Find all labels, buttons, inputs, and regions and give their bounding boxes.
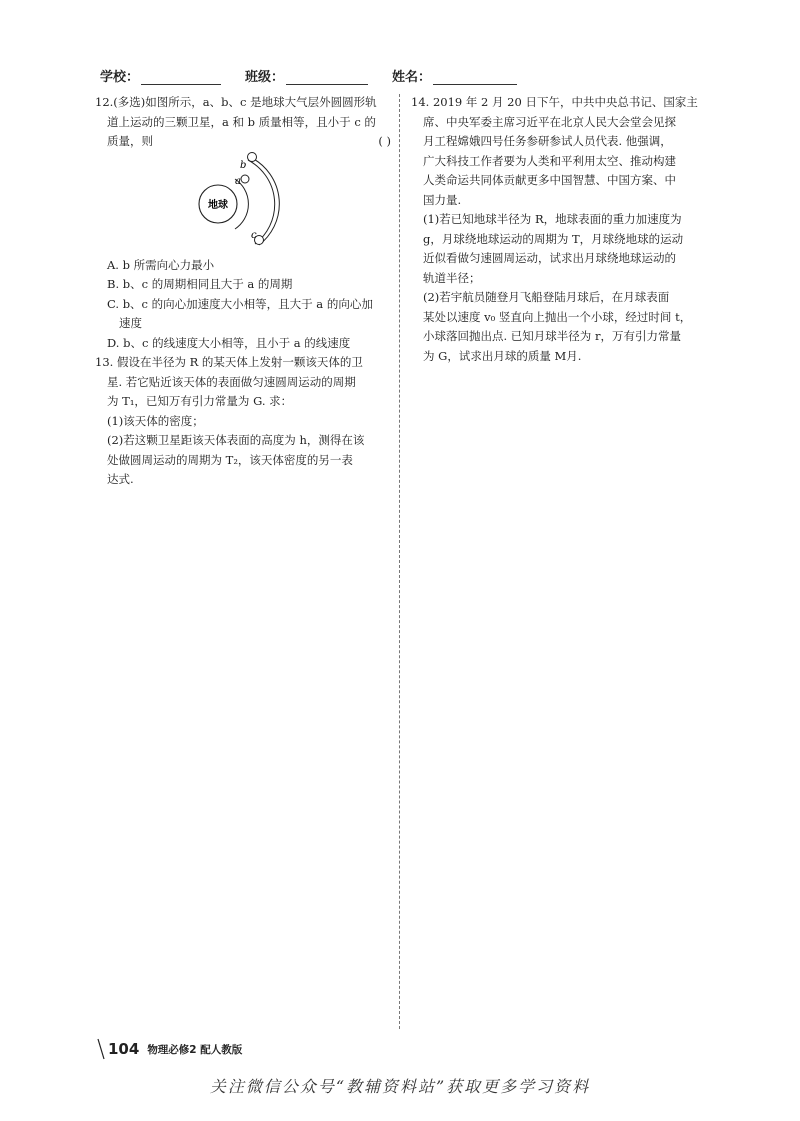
q13-line3: 为 T₁，已知万有引力常量为 G. 求：	[107, 394, 293, 408]
q12-option-c: C. b、c 的向心加速度大小相等，且大于 a 的向心加	[107, 296, 373, 311]
question-14	[411, 93, 711, 366]
school-field	[100, 66, 221, 85]
q13-sub2-3: 达式.	[107, 472, 134, 486]
q12-line1: 12.(多选)如图所示，a、b、c 是地球大气层外圆圆形轨	[95, 95, 377, 109]
q14-sub1-1: (1)若已知地球半径为 R，地球表面的重力加速度为	[423, 212, 682, 226]
book-title: 物理必修2 配人教版	[147, 1043, 243, 1056]
footer-slash-mark	[96, 1038, 106, 1060]
school-label: 学校：	[100, 70, 140, 85]
q12-line3-text: 质量，则	[107, 134, 153, 148]
name-label: 姓名：	[392, 70, 432, 85]
school-blank	[141, 70, 221, 85]
q14-sub2-3: 小球落回抛出点. 已知月球半径为 r，万有引力常量	[423, 329, 681, 343]
class-field	[245, 66, 368, 85]
q14-sub1-2: g，月球绕地球运动的周期为 T，月球绕地球的运动	[423, 231, 684, 246]
q14-sub2-4: 为 G，试求出月球的质量 M月.	[423, 348, 582, 363]
q12-option-d: D. b、c 的线速度大小相等，且小于 a 的线速度	[107, 335, 351, 350]
q13-line1: 13. 假设在半径为 R 的某天体上发射一颗该天体的卫	[95, 355, 363, 369]
label-b: b	[240, 159, 247, 171]
q14-line3: 月工程嫦娥四号任务参研参试人员代表. 他强调，	[423, 134, 672, 148]
question-12	[95, 93, 391, 353]
q14-line2: 席、中央军委主席习近平在北京人民大会堂会见探	[423, 114, 676, 129]
name-field	[392, 66, 517, 85]
q14-sub1-4: 轨道半径；	[423, 270, 481, 285]
orbit-figure	[95, 152, 391, 256]
q14-sub1-3: 近似看做匀速圆周运动，试求出月球绕地球运动的	[423, 251, 676, 265]
answer-bracket: ( )	[378, 134, 391, 148]
q14-sub2-2: 某处以速度 v₀ 竖直向上抛出一个小球，经过时间 t，	[423, 309, 692, 324]
class-blank	[286, 70, 368, 85]
label-a: a	[235, 175, 241, 187]
question-13	[95, 353, 391, 490]
label-c: c	[251, 229, 257, 241]
name-blank	[433, 70, 517, 85]
q12-option-c-cont: 速度	[119, 316, 142, 330]
column-divider	[399, 94, 400, 1029]
earth-label: 地球	[208, 199, 228, 211]
right-column	[411, 93, 711, 366]
page-number: 104	[108, 1040, 140, 1058]
q14-line5: 人类命运共同体贡献更多中国智慧、中国方案、中	[423, 173, 676, 187]
q12-option-a: A. b 所需向心力最小	[107, 257, 215, 272]
q13-sub2-1: (2)若这颗卫星距该天体表面的高度为 h，测得在该	[107, 433, 365, 447]
satellite-a	[241, 175, 249, 183]
q12-line3	[95, 132, 391, 152]
q14-line1: 14. 2019 年 2 月 20 日下午，中共中央总书记、国家主	[411, 95, 698, 109]
satellite-b	[248, 152, 257, 161]
footer-slogan: 关注微信公众号“教辅资料站”获取更多学习资料	[209, 1077, 591, 1096]
q12-option-b: B. b、c 的周期相同且大于 a 的周期	[107, 277, 293, 291]
q14-line6: 国力量.	[423, 192, 462, 207]
page-footer	[96, 1038, 242, 1060]
q14-line4: 广大科技工作者要为人类和平利用太空、推动构建	[423, 153, 676, 168]
q13-sub2-2: 处做圆周运动的周期为 T₂，该天体密度的另一表	[107, 452, 353, 467]
class-label: 班级：	[245, 70, 285, 85]
left-column	[95, 93, 391, 490]
q12-line2: 道上运动的三颗卫星，a 和 b 质量相等，且小于 c 的	[107, 114, 376, 129]
q14-sub2-1: (2)若宇航员随登月飞船登陆月球后，在月球表面	[423, 290, 670, 304]
orbit-diagram	[95, 152, 391, 256]
q13-line2: 星. 若它贴近该天体的表面做匀速圆周运动的周期	[107, 374, 356, 389]
q13-sub1: (1)该天体的密度；	[107, 413, 204, 428]
